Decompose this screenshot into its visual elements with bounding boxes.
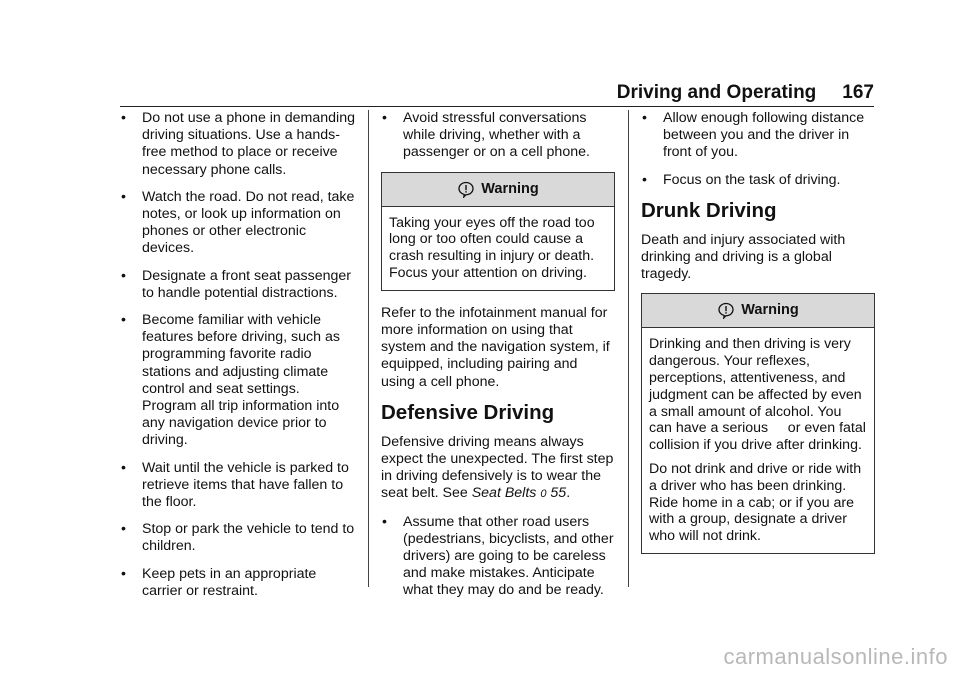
warning-box [641,293,886,554]
bullet-icon: • [382,110,387,126]
bullet-icon: • [642,171,647,188]
warning-text: Do not drink and drive or ride with a driver who has been drinking. Ride home in a cab; or if you are with a group, designate a driver who will not drink. [649,461,862,545]
list-item: • Avoid stressful conversations while driving, whether with a passenger or on a cell phone. [382,110,590,161]
defensive-paragraph: Defensive driving means always expect the unexpected. The first step in driving defensively is to wear the seat belt. See Seat Belts 0 55. [381,433,614,502]
column-2 [381,110,615,610]
bullet-icon: • [121,312,126,329]
list-item: • Stop or park the vehicle to tend to children. [121,521,355,555]
warning-icon [457,181,475,198]
column-divider-1 [368,110,369,587]
bullet-icon: • [642,110,647,126]
list-item: • Do not use a phone in demanding driving situations. Use a hands-free method to place or receive necessary phone calls. [121,110,355,178]
bullet-icon: • [121,188,126,205]
bullet-icon: • [121,565,126,582]
column-3 [641,110,886,568]
warning-body [382,207,614,290]
header-divider [120,106,874,107]
column-1 [120,110,358,610]
list-item: • Wait until the vehicle is parked to retrieve items that have fallen to the floor. [121,459,349,511]
page-header [617,82,874,104]
watermark: carmanualsonline.info [723,644,948,669]
warning-text: Taking your eyes off the road too long or too often could cause a crash resulting in injury or death. Focus your attention on driving. [389,214,595,281]
list-item: • Watch the road. Do not read, take notes, or look up information on phones or other electronic devices. [121,188,355,257]
column-divider-2 [628,110,629,587]
list-item: • Allow enough following distance between you and the driver in front of you. [642,110,865,161]
warning-icon [717,302,735,319]
warning-text: Drinking and then driving is very dangerous. Your reflexes, perceptions, attentiveness, and judgment can be affected by even a small amount of alcohol. You can have a serious or even fatal collision if you drive after drinking. [649,336,886,454]
header-section-title: Driving and Operating [616,82,817,103]
warning-title: Warning [481,180,539,197]
bullet-icon: • [121,459,126,476]
bullet-icon: • [121,110,126,126]
list-item: • Designate a front seat passenger to handle potential distractions. [121,267,352,301]
list-item: • Keep pets in an appropriate carrier or restraint. [121,565,317,599]
drunk-intro-paragraph: Death and injury associated with drinking and driving is a global tragedy. [641,231,846,283]
warning-header [642,294,874,328]
list-item: • Become familiar with vehicle features before driving, such as programming favorite radio stations and adjusting climate control and seat settings. Program all trip information into any navigation device prior to driving. [121,312,340,449]
page-ref-arrow-icon: 0 [540,488,547,501]
bullet-icon: • [121,521,126,538]
bullet-icon: • [382,513,387,530]
infotainment-paragraph: Refer to the infotainment manual for more information on using that system and the navigation system, if equipped, including pairing and using a cell phone. [381,304,610,390]
warning-box [381,172,615,291]
bullet-icon: • [121,267,126,284]
section-title-drunk-driving: Drunk Driving [641,198,777,222]
warning-header [382,173,614,207]
section-title-defensive-driving: Defensive Driving [381,400,555,424]
list-item: • Focus on the task of driving. [642,171,841,188]
header-page-number: 167 [842,82,874,103]
warning-title: Warning [741,302,799,319]
warning-body [642,328,886,553]
seat-belts-reference-link[interactable]: Seat Belts 0 55 [471,485,567,502]
list-item: • Assume that other road users (pedestrians, bicyclists, and other drivers) are going to be careless and make mistakes. Anticipate what they may do and be ready. [382,513,614,599]
